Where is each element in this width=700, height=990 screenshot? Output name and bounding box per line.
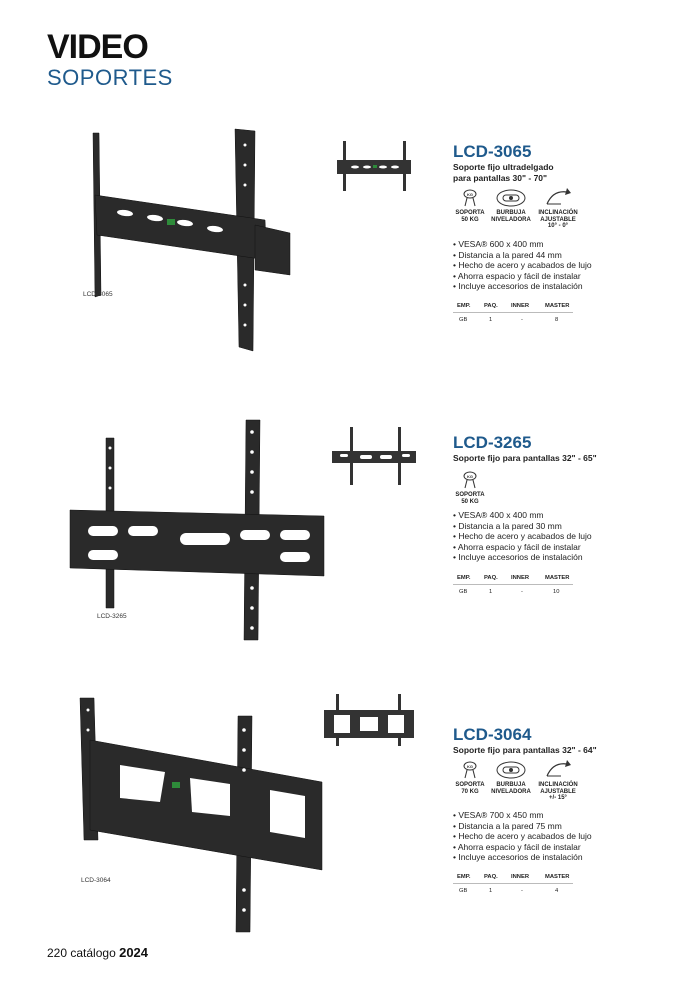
feature-item: • Hecho de acero y acabados de lujo <box>453 531 592 542</box>
feature-item: • VESA® 400 x 400 mm <box>453 510 592 521</box>
feature-item: • Incluye accesorios de instalación <box>453 552 592 563</box>
svg-text:KG: KG <box>467 474 473 479</box>
tilt-icon <box>543 758 573 780</box>
page-footer <box>47 945 148 960</box>
weight-badge: KG SOPORTA 50 KG <box>453 468 487 505</box>
weight-icon <box>462 468 478 490</box>
packaging-table <box>453 874 573 897</box>
model-number: LCD-3065 <box>453 142 532 161</box>
feature-item: • Ahorra espacio y fácil de instalar <box>453 842 592 853</box>
table-header-row: EMP. PAQ. INNER MASTER <box>453 874 573 884</box>
page-subtitle: SOPORTES <box>47 65 173 90</box>
photo-label: LCD-3265 <box>97 613 127 620</box>
product-description: Soporte fijo para pantallas 32" - 65" <box>453 453 597 463</box>
feature-list <box>453 239 592 292</box>
mount-thumbnail-icon <box>330 425 418 487</box>
mount-photo-icon <box>60 690 330 935</box>
svg-text:KG: KG <box>467 192 473 197</box>
packaging-table <box>453 303 573 326</box>
feature-item: • Incluye accesorios de instalación <box>453 852 592 863</box>
weight-icon <box>462 758 478 780</box>
feature-item: • Incluye accesorios de instalación <box>453 281 592 292</box>
svg-text:KG: KG <box>467 764 473 769</box>
page-title: VIDEO <box>47 28 148 66</box>
feature-item: • Ahorra espacio y fácil de instalar <box>453 542 592 553</box>
catalog-label: catálogo <box>70 946 116 960</box>
feature-list <box>453 810 592 863</box>
photo-label: LCD-3064 <box>81 877 111 884</box>
feature-item: • VESA® 700 x 450 mm <box>453 810 592 821</box>
table-header-row: EMP. PAQ. INNER MASTER <box>453 303 573 313</box>
page-number: 220 <box>47 946 68 960</box>
feature-item: • Hecho de acero y acabados de lujo <box>453 831 592 842</box>
feature-item: • Distancia a la pared 44 mm <box>453 250 592 261</box>
weight-badge: KG SOPORTA 50 KG <box>453 186 487 223</box>
table-header-row: EMP. PAQ. INNER MASTER <box>453 575 573 585</box>
mount-thumbnail-icon <box>320 692 420 747</box>
packaging-table <box>453 575 573 598</box>
feature-item: • Distancia a la pared 30 mm <box>453 521 592 532</box>
mount-photo-icon <box>68 418 328 643</box>
product-description: Soporte fijo ultradelgado para pantallas 30" - 70" <box>453 162 554 183</box>
tilt-badge: INCLINACIÓN AJUSTABLE 10° - 0° <box>535 186 581 230</box>
mount-thumbnail-icon <box>333 138 413 198</box>
feature-item: • Ahorra espacio y fácil de instalar <box>453 271 592 282</box>
mount-photo-icon <box>85 125 305 355</box>
catalog-year: 2024 <box>119 945 149 960</box>
table-row: GB 1 - 10 <box>459 589 560 595</box>
product-description: Soporte fijo para pantallas 32" - 64" <box>453 745 597 755</box>
weight-icon <box>462 186 478 208</box>
feature-list <box>453 510 592 563</box>
feature-item: • Hecho de acero y acabados de lujo <box>453 260 592 271</box>
bubble-level-icon <box>493 186 529 208</box>
tilt-icon <box>543 186 573 208</box>
bubble-level-icon <box>493 758 529 780</box>
model-number: LCD-3265 <box>453 433 532 452</box>
feature-item: • VESA® 600 x 400 mm <box>453 239 592 250</box>
weight-badge: KG SOPORTA 70 KG <box>453 758 487 795</box>
model-number: LCD-3064 <box>453 725 532 744</box>
feature-item: • Distancia a la pared 75 mm <box>453 821 592 832</box>
table-row: GB 1 - 8 <box>459 317 559 323</box>
bubble-badge: BURBUJA NIVELADORA <box>489 186 533 223</box>
bubble-badge: BURBUJA NIVELADORA <box>489 758 533 795</box>
tilt-badge: INCLINACIÓN AJUSTABLE +/- 15° <box>535 758 581 802</box>
photo-label: LCD-3065 <box>83 291 113 298</box>
table-row: GB 1 - 4 <box>459 888 559 894</box>
